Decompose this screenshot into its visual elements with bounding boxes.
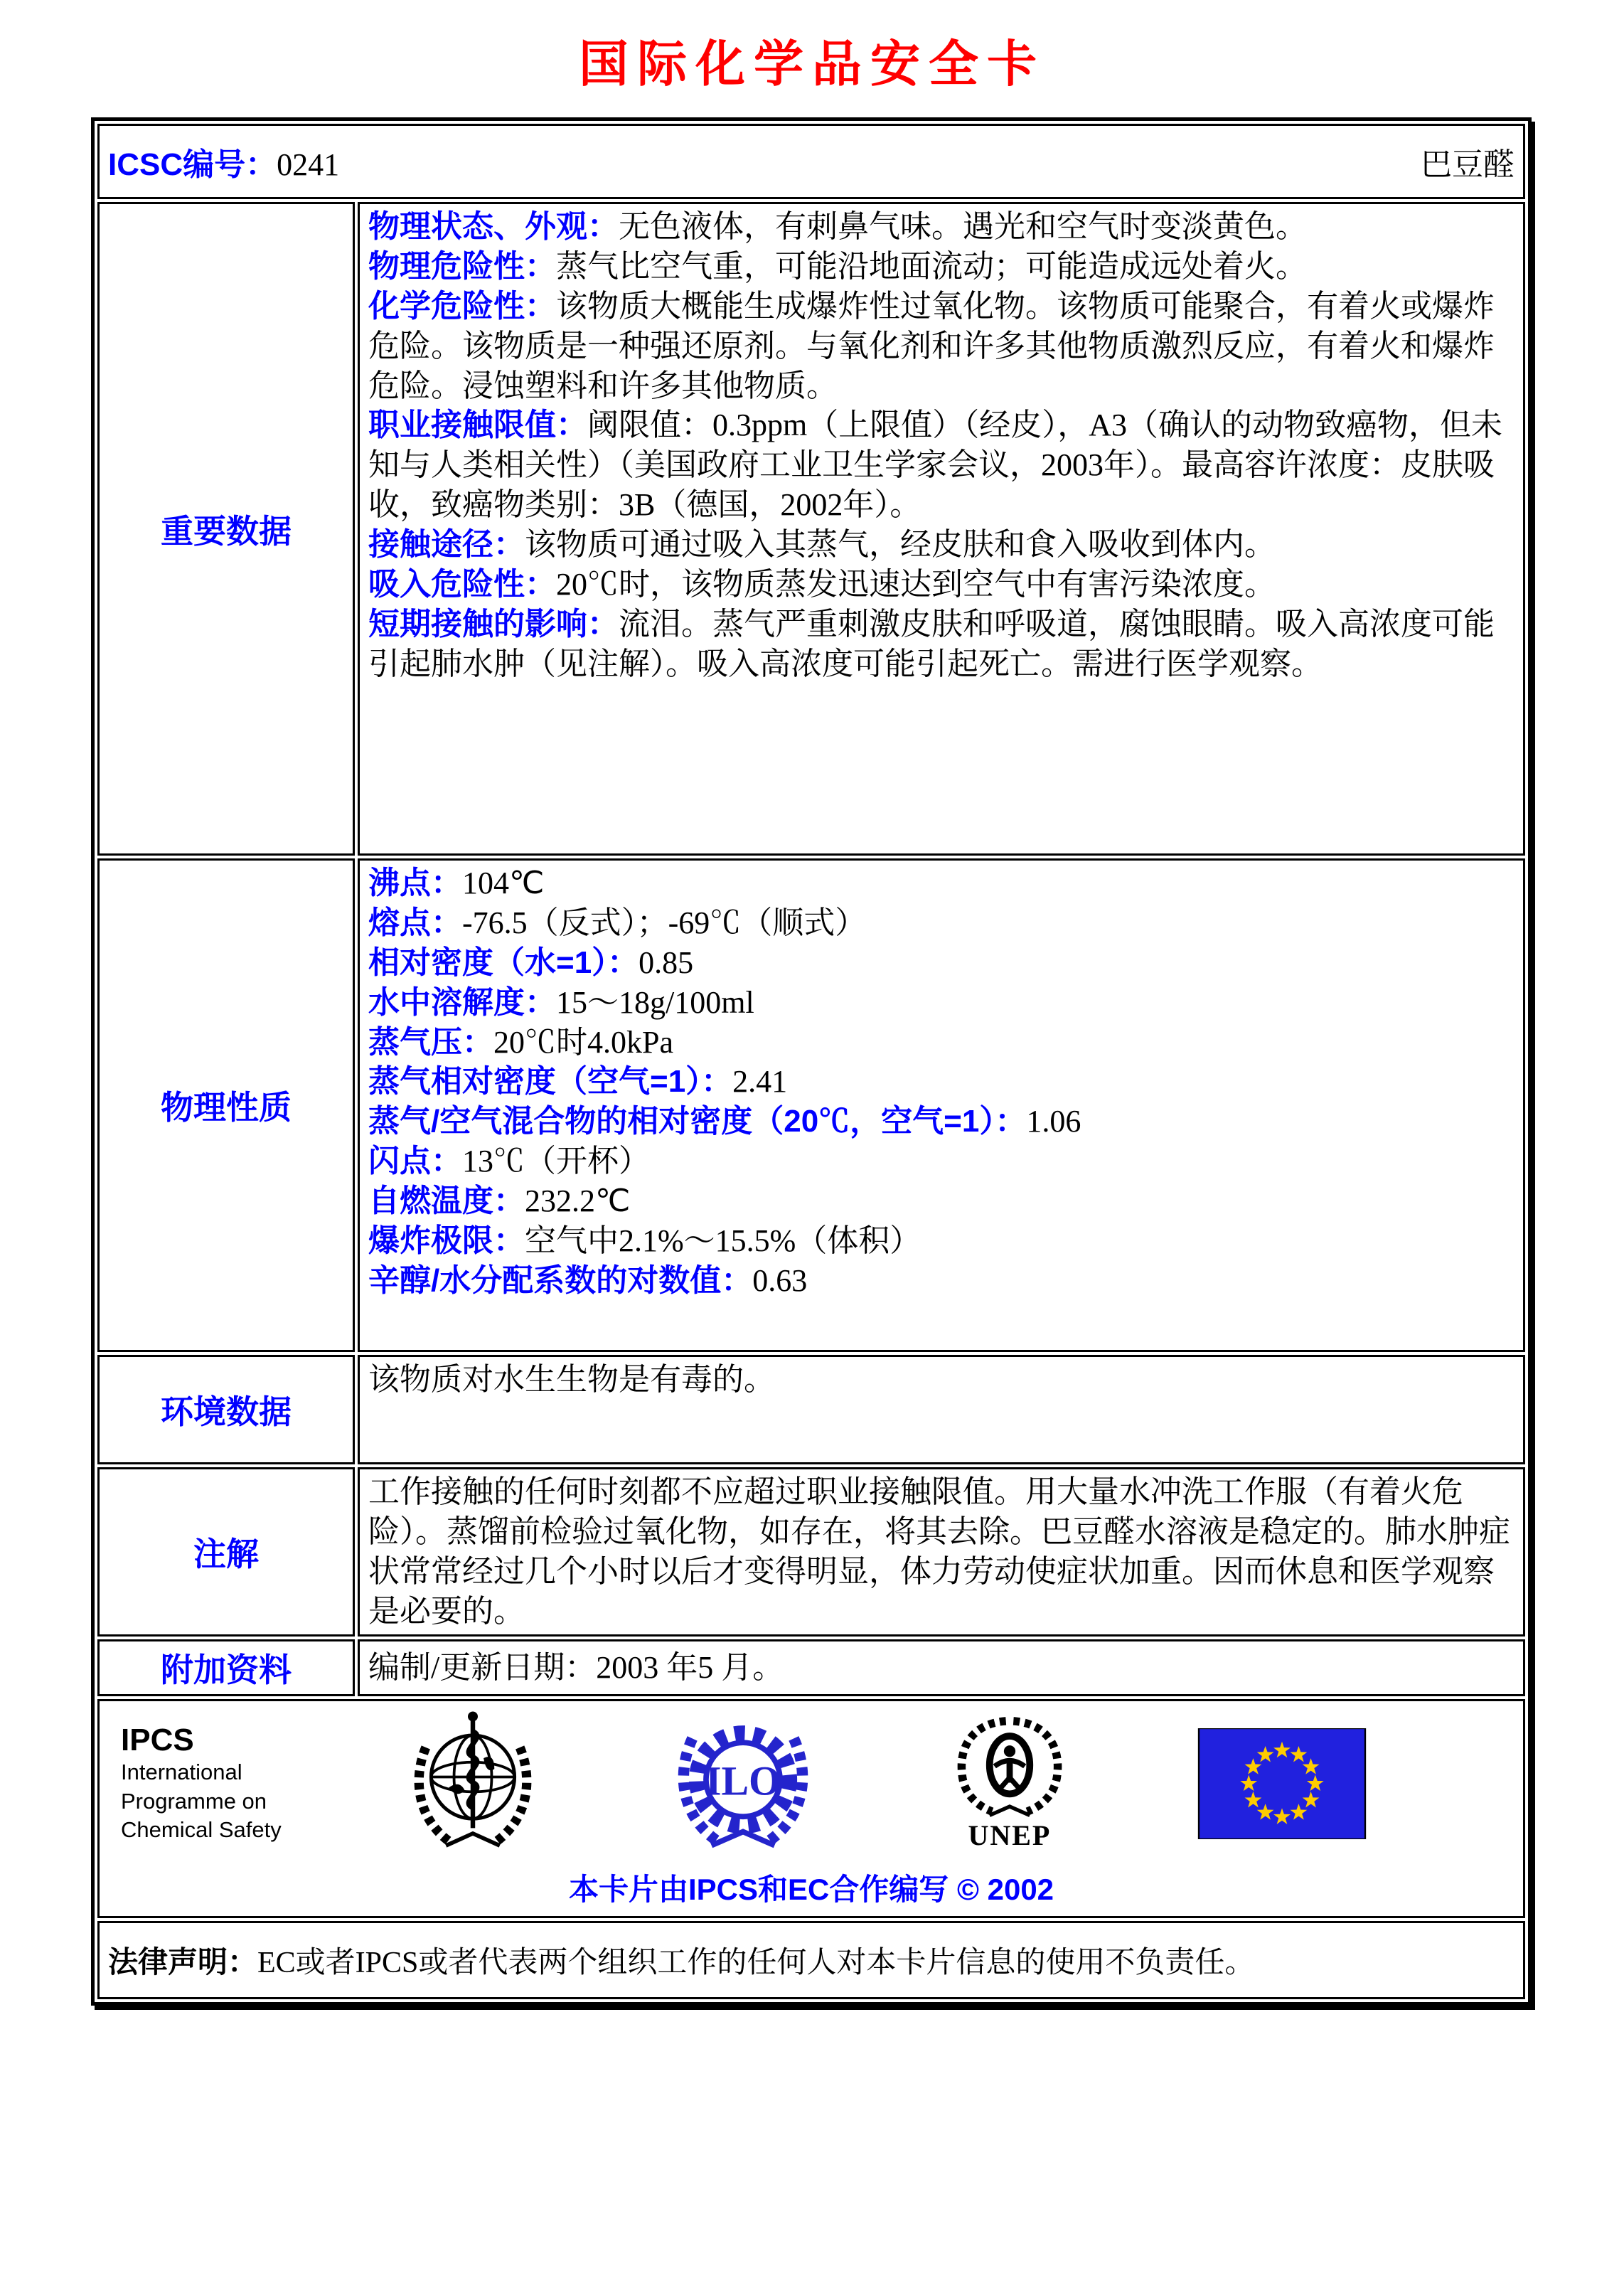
- field-text: 1.06: [1026, 1104, 1081, 1139]
- section-label-physical-properties: 物理性质: [97, 858, 355, 1352]
- logos-cell: [97, 1699, 1525, 1918]
- ilo-logo-icon: [664, 1708, 822, 1859]
- field-short-term-effects: [368, 605, 1515, 684]
- field-text: 232.2℃: [525, 1183, 631, 1218]
- chemical-name: 巴豆醛: [1421, 147, 1515, 182]
- ipcs-line: Chemical Safety: [121, 1816, 282, 1842]
- field-physical-danger: [368, 247, 1515, 287]
- field-text: -76.5（反式）；-69℃（顺式）: [462, 905, 867, 940]
- unep-label: UNEP: [968, 1819, 1052, 1851]
- section-label-environmental-data: 环境数据: [97, 1355, 355, 1464]
- who-logo-icon: [405, 1710, 540, 1858]
- field-autoignition-temp: [368, 1181, 1515, 1221]
- header-cell: [97, 124, 1525, 199]
- legal-text: EC或者IPCS或者代表两个组织工作的任何人对本卡片信息的使用不负责任。: [257, 1946, 1255, 1979]
- caption-text: 本卡片由IPCS和EC合作编写: [568, 1872, 949, 1906]
- page-title: 国际化学品安全卡: [579, 38, 1045, 92]
- field-text: 13℃（开杯）: [462, 1144, 650, 1179]
- row-logos: [97, 1699, 1525, 1918]
- field-exposure-routes: [368, 525, 1515, 565]
- field-label: 职业接触限值：: [368, 408, 587, 443]
- field-physical-state: [368, 207, 1515, 247]
- row-important-data: [97, 202, 1525, 856]
- field-boiling-point: [368, 863, 1515, 903]
- field-text: 0.63: [752, 1262, 808, 1298]
- eu-flag-icon: [1197, 1728, 1367, 1839]
- field-vapor-density: [368, 1062, 1515, 1102]
- icsc-number-group: [108, 139, 339, 184]
- field-label: 物理状态、外观：: [368, 209, 619, 244]
- field-label: 爆炸极限：: [368, 1223, 525, 1258]
- row-legal: [97, 1921, 1525, 1999]
- field-explosive-limits: [368, 1221, 1515, 1261]
- field-vapor-air-density: [368, 1102, 1515, 1142]
- field-occupational-limit: [368, 405, 1515, 525]
- ipcs-line: International: [121, 1760, 242, 1785]
- row-environmental-data: [97, 1355, 1525, 1464]
- field-notes-text: 工作接触的任何时刻都不应超过职业接触限值。用大量水冲洗工作服（有着火危险）。蒸馏前检验过氧化物，如存在，将其去除。巴豆醛水溶液是稳定的。肺水肿症状常常经过几个小时以后才变得明显，体力劳动使症状加重。因而休息和医学观察是必要的。: [368, 1474, 1510, 1629]
- field-label: 自燃温度：: [368, 1183, 525, 1218]
- field-text: 0.85: [639, 944, 694, 980]
- cooperation-caption: [114, 1866, 1509, 1909]
- field-label: 相对密度（水=1）：: [368, 944, 639, 980]
- field-chemical-danger: [368, 287, 1515, 406]
- copyright-text: © 2002: [956, 1872, 1054, 1906]
- field-label: 蒸气压：: [368, 1024, 493, 1060]
- field-melting-point: [368, 903, 1515, 943]
- field-text: 该物质大概能生成爆炸性过氧化物。该物质可能聚合，有着火或爆炸危险。该物质是一种强还原剂。与氧化剂和许多其他物质激烈反应，有着火和爆炸危险。浸蚀塑料和许多其他物质。: [368, 288, 1495, 403]
- section-content-notes: [358, 1467, 1525, 1637]
- field-env-text: 该物质对水生生物是有毒的。: [368, 1362, 775, 1397]
- field-label: 吸入危险性：: [368, 566, 556, 602]
- field-label: 化学危险性：: [368, 288, 556, 324]
- ipcs-line: Programme on: [121, 1788, 267, 1814]
- field-label: 短期接触的影响：: [368, 606, 619, 642]
- field-text: 该物质可通过吸入其蒸气，经皮肤和食入吸收到体内。: [525, 527, 1276, 562]
- field-label: 蒸气相对密度（空气=1）：: [368, 1064, 733, 1100]
- ipcs-title: IPCS: [121, 1722, 194, 1757]
- field-text: 蒸气比空气重，可能沿地面流动；可能造成远处着火。: [556, 248, 1307, 284]
- svg-text:ILO: ILO: [705, 1757, 781, 1804]
- row-additional-info: [97, 1639, 1525, 1696]
- field-label: 接触途径：: [368, 527, 525, 562]
- header-row: [97, 124, 1525, 199]
- field-text: 流泪。蒸气严重刺激皮肤和呼吸道，腐蚀眼睛。吸入高浓度可能引起肺水肿（见注解）。吸入高浓度可能引起死亡。需进行医学观察。: [368, 606, 1495, 681]
- field-text: 15～18g/100ml: [556, 984, 754, 1020]
- field-label: 水中溶解度：: [368, 984, 556, 1020]
- field-inhalation-risk: [368, 565, 1515, 605]
- section-content-environmental-data: [358, 1355, 1525, 1464]
- field-octanol-water: [368, 1261, 1515, 1301]
- section-label-important-data: 重要数据: [97, 202, 355, 856]
- section-label-notes: 注解: [97, 1467, 355, 1637]
- icsc-number-value: 0241: [277, 147, 340, 182]
- unep-logo-icon: [946, 1715, 1074, 1823]
- field-water-solubility: [368, 983, 1515, 1023]
- ipcs-text-block: [121, 1723, 282, 1844]
- legal-cell: [97, 1921, 1525, 1999]
- unep-logo-block: [946, 1715, 1074, 1852]
- section-content-physical-properties: [358, 858, 1525, 1352]
- section-label-additional-info: 附加资料: [97, 1639, 355, 1696]
- field-vapor-pressure: [368, 1023, 1515, 1063]
- field-text: 20℃时，该物质蒸发迅速达到空气中有害污染浓度。: [556, 566, 1276, 602]
- field-text: 阈限值：0.3ppm（上限值）（经皮），A3（确认的动物致癌物，但未知与人类相关性）（美国政府工业卫生学家会议，2003年）。最高容许浓度：皮肤吸收，致癌物类别：3B（德国，2002年）。: [368, 408, 1502, 523]
- icsc-card-table: [91, 117, 1532, 2006]
- row-notes: [97, 1467, 1525, 1637]
- field-label: 闪点：: [368, 1144, 462, 1179]
- field-label: 辛醇/水分配系数的对数值：: [368, 1262, 753, 1298]
- field-update-date: 编制/更新日期：2003 年5 月。: [368, 1649, 784, 1685]
- icsc-number-label: ICSC编号：: [108, 147, 277, 182]
- field-label: 熔点：: [368, 905, 462, 940]
- field-text: 20℃时4.0kPa: [493, 1024, 673, 1060]
- field-label: 蒸气/空气混合物的相对密度（20℃，空气=1）：: [368, 1104, 1027, 1139]
- field-flash-point: [368, 1142, 1515, 1181]
- legal-label: 法律声明：: [108, 1944, 258, 1979]
- field-text: 104℃: [462, 866, 545, 900]
- field-label: 物理危险性：: [368, 248, 556, 284]
- row-physical-properties: [97, 858, 1525, 1352]
- field-label: 沸点：: [368, 866, 462, 900]
- section-content-important-data: [358, 202, 1525, 856]
- section-content-additional-info: [358, 1639, 1525, 1696]
- field-text: 无色液体，有刺鼻气味。遇光和空气时变淡黄色。: [619, 209, 1307, 244]
- field-text: 2.41: [732, 1064, 788, 1100]
- field-relative-density: [368, 943, 1515, 983]
- field-text: 空气中2.1%～15.5%（体积）: [525, 1223, 921, 1258]
